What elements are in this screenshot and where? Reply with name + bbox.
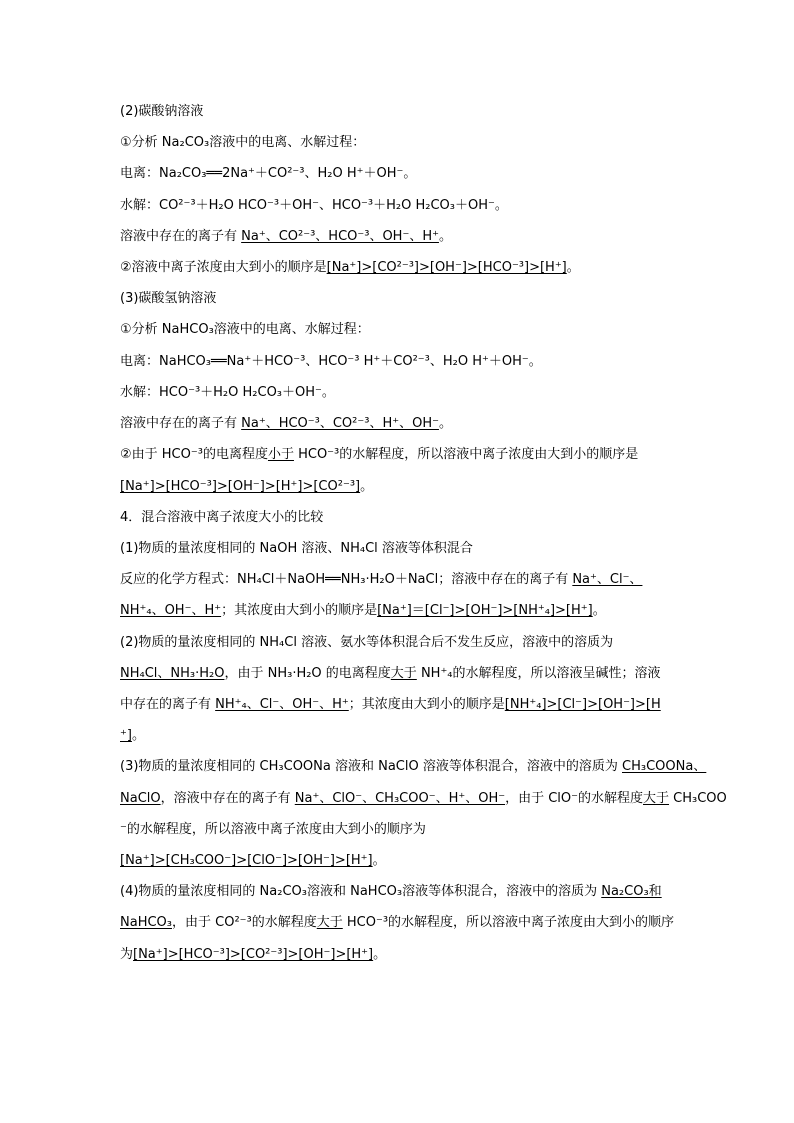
text-line [120, 665, 661, 683]
text-segment: ；其浓度由大到小的顺序是 [348, 697, 505, 712]
text-line [120, 727, 145, 745]
text-line [120, 165, 416, 183]
answer-text: 大于 [390, 666, 417, 681]
text-line [120, 478, 373, 496]
text-segment: 电离：NaHCO₃══Na⁺＋HCO⁻³、HCO⁻³ H⁺＋CO²⁻³、H₂O H⁺＋OH⁻。 [120, 354, 542, 369]
text-line [120, 852, 386, 870]
text-segment: 水解：CO²⁻³＋H₂O HCO⁻³＋OH⁻、HCO⁻³＋H₂O H₂CO₃＋OH⁻。 [120, 198, 508, 213]
text-segment: 电离：Na₂CO₃══2Na⁺＋CO²⁻³、H₂O H⁺＋OH⁻。 [120, 166, 417, 181]
text-segment: 。 [566, 260, 580, 275]
answer-text: 大于 [643, 791, 670, 806]
text-segment: 。 [372, 853, 386, 868]
text-segment: ，由于 ClO⁻的水解程度 [505, 791, 643, 806]
text-segment: NH⁺₄的水解程度，所以溶液呈碱性；溶液 [416, 666, 661, 681]
answer-text: ⁺] [120, 728, 132, 743]
text-line [120, 321, 370, 339]
text-segment: HCO⁻³的水解程度，所以溶液中离子浓度由大到小的顺序 [342, 915, 675, 930]
text-line [120, 914, 674, 932]
text-line [120, 821, 426, 839]
text-segment: ②由于 HCO⁻³的电离程度 [120, 447, 268, 462]
text-line [120, 415, 452, 433]
answer-text: NH₄Cl、NH₃·H₂O [120, 666, 225, 681]
text-segment: 。 [592, 603, 606, 618]
text-line [120, 290, 216, 308]
text-line [120, 634, 613, 652]
text-segment: 为 [120, 947, 134, 962]
text-segment: (3)碳酸氢钠溶液 [120, 291, 217, 306]
text-line [120, 384, 335, 402]
text-segment: 4．混合溶液中离子浓度大小的比较 [120, 510, 324, 525]
answer-text: NH⁺₄、OH⁻、H⁺ [120, 603, 222, 618]
text-segment: 中存在的离子有 [120, 697, 216, 712]
text-line [120, 571, 642, 589]
text-line [120, 540, 473, 558]
answer-text: CH₃COONa、 [622, 759, 707, 774]
answer-text: Na₂CO₃和 [601, 884, 662, 899]
answer-text: [Na⁺]>[CH₃COO⁻]>[ClO⁻]>[OH⁻]>[H⁺] [120, 853, 373, 868]
text-line [120, 228, 452, 246]
text-line [120, 758, 706, 776]
answer-text: [Na⁺]>[HCO⁻³]>[CO²⁻³]>[OH⁻]>[H⁺] [133, 947, 374, 962]
text-segment: (2)物质的量浓度相同的 NH₄Cl 溶液、氨水等体积混合后不发生反应，溶液中的溶质为 [120, 635, 614, 650]
text-segment: (3)物质的量浓度相同的 CH₃COONa 溶液和 NaClO 溶液等体积混合，溶液中的溶质为 [120, 759, 622, 774]
text-segment: (1)物质的量浓度相同的 NaOH 溶液、NH₄Cl 溶液等体积混合 [120, 541, 473, 556]
text-segment: ①分析 Na₂CO₃溶液中的电离、水解过程： [120, 135, 366, 150]
answer-text: NH⁺₄、Cl⁻、OH⁻、H⁺ [215, 697, 349, 712]
text-segment: ；其浓度由大到小的顺序是 [221, 603, 378, 618]
answer-text: Na⁺、ClO⁻、CH₃COO⁻、H⁺、OH⁻ [294, 791, 506, 806]
answer-text: [Na⁺]>[HCO⁻³]>[OH⁻]>[H⁺]>[CO²⁻³] [120, 479, 361, 494]
text-line [120, 790, 727, 808]
answer-text: Na⁺、HCO⁻³、CO²⁻³、H⁺、OH⁻ [241, 416, 439, 431]
text-line [120, 602, 606, 620]
text-segment: (4)物质的量浓度相同的 Na₂CO₃溶液和 NaHCO₃溶液等体积混合，溶液中的溶质为 [120, 884, 602, 899]
text-line [120, 197, 508, 215]
text-line [120, 946, 386, 964]
text-segment: ，溶液中存在的离子有 [160, 791, 295, 806]
text-segment: (2)碳酸钠溶液 [120, 104, 204, 119]
text-segment: 。 [373, 947, 387, 962]
text-line [120, 259, 580, 277]
text-segment: 。 [131, 728, 145, 743]
answer-text: [NH⁺₄]>[Cl⁻]>[OH⁻]>[H [504, 697, 661, 712]
answer-text: 小于 [267, 447, 294, 462]
answer-text: [Na⁺]＝[Cl⁻]>[OH⁻]>[NH⁺₄]>[H⁺] [377, 603, 593, 618]
answer-text: Na⁺、CO²⁻³、HCO⁻³、OH⁻、H⁺ [241, 229, 439, 244]
text-segment: HCO⁻³的水解程度，所以溶液中离子浓度由大到小的顺序是 [293, 447, 639, 462]
answer-text: NaHCO₃ [120, 915, 172, 930]
answer-text: NaClO [120, 791, 161, 806]
text-segment: 溶液中存在的离子有 [120, 229, 242, 244]
text-segment: 。 [438, 229, 452, 244]
text-line [120, 353, 542, 371]
text-line [120, 509, 323, 527]
text-segment: 反应的化学方程式：NH₄Cl＋NaOH══NH₃·H₂O＋NaCl；溶液中存在的离子有 [120, 572, 573, 587]
text-segment: 溶液中存在的离子有 [120, 416, 242, 431]
text-segment: ①分析 NaHCO₃溶液中的电离、水解过程： [120, 322, 370, 337]
answer-text: [Na⁺]>[CO²⁻³]>[OH⁻]>[HCO⁻³]>[H⁺] [326, 260, 567, 275]
text-segment: 水解：HCO⁻³＋H₂O H₂CO₃＋OH⁻。 [120, 385, 335, 400]
text-segment: ②溶液中离子浓度由大到小的顺序是 [120, 260, 327, 275]
text-line [120, 446, 638, 464]
text-segment: 。 [360, 479, 374, 494]
answer-text: 大于 [316, 915, 343, 930]
text-line [120, 696, 661, 714]
text-line [120, 883, 662, 901]
text-segment: 。 [438, 416, 452, 431]
text-line [120, 103, 203, 121]
text-segment: ⁻的水解程度，所以溶液中离子浓度由大到小的顺序为 [120, 822, 426, 837]
text-segment: ，由于 CO²⁻³的水解程度 [172, 915, 317, 930]
text-segment: ，由于 NH₃·H₂O 的电离程度 [224, 666, 391, 681]
answer-text: Na⁺、Cl⁻、 [572, 572, 643, 587]
text-segment: CH₃COO [669, 791, 727, 806]
text-line [120, 134, 365, 152]
